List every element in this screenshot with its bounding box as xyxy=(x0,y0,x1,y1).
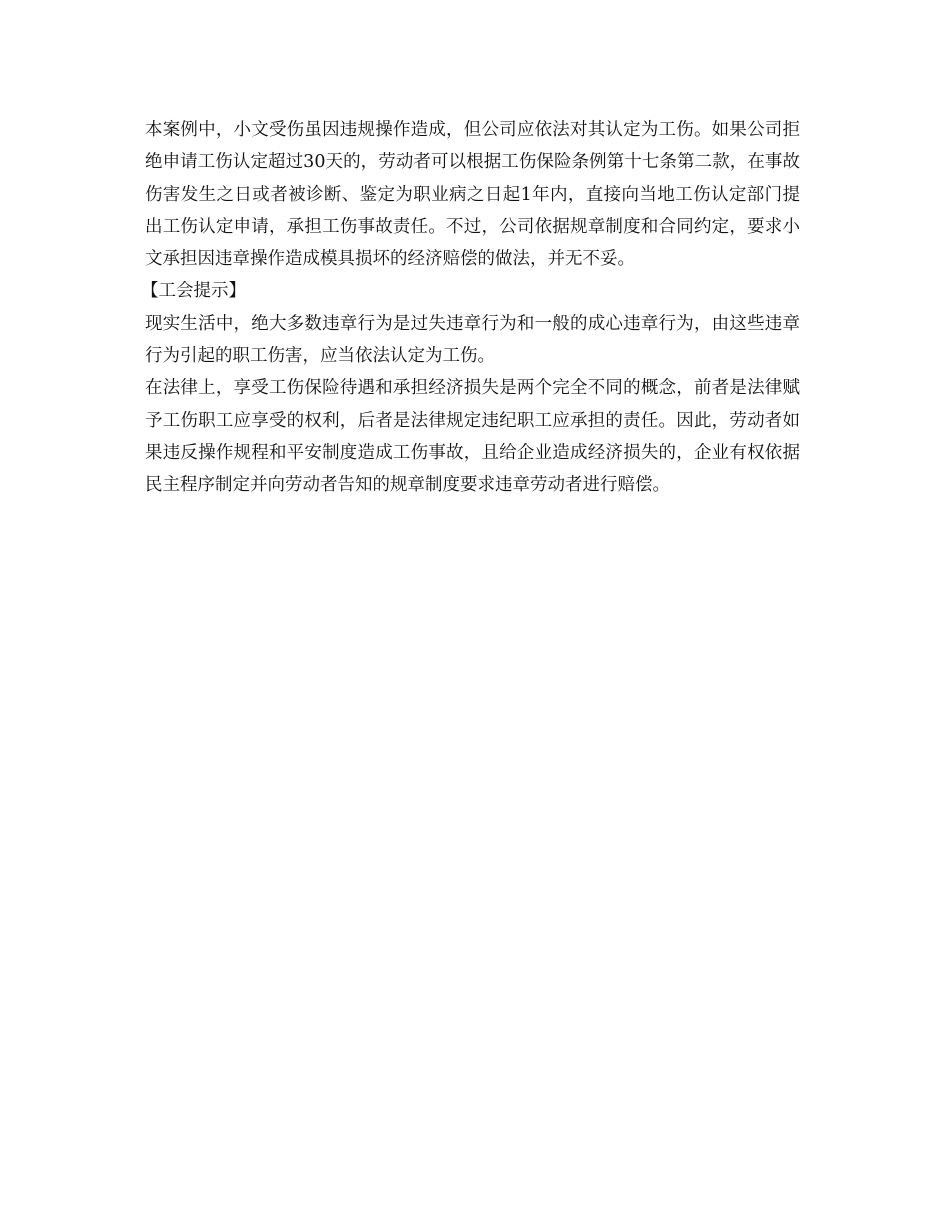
union-tip-paragraph: 现实生活中，绝大多数违章行为是过失违章行为和一般的成心违章行为，由这些违章行为引起的职工伤害，应当依法认定为工伤。 xyxy=(145,313,800,367)
union-tip-heading: 【工会提示】 xyxy=(141,281,246,302)
legal-explanation-paragraph: 在法律上，享受工伤保险待遇和承担经济损失是两个完全不同的概念，前者是法律赋予工伤职工应享受的权利，后者是法律规定违纪职工应承担的责任。因此，劳动者如果违反操作规程和平安制度造成工伤事故，且给企业造成经济损失的，企业有权依据民主程序制定并向劳动者告知的规章制度要求违章劳动者进行赔偿。 xyxy=(145,378,800,496)
case-analysis-paragraph: 本案例中，小文受伤虽因违规操作造成，但公司应依法对其认定为工伤。如果公司拒绝申请工伤认定超过30天的，劳动者可以根据工伤保险条例第十七条第二款，在事故伤害发生之日或者被诊断、鉴定为职业病之日起1年内，直接向当地工伤认定部门提出工伤认定申请，承担工伤事故责任。不过，公司依据规章制度和合同约定，要求小文承担因违章操作造成模具损坏的经济赔偿的做法，并无不妥。 xyxy=(145,120,800,270)
document-body xyxy=(141,114,800,502)
